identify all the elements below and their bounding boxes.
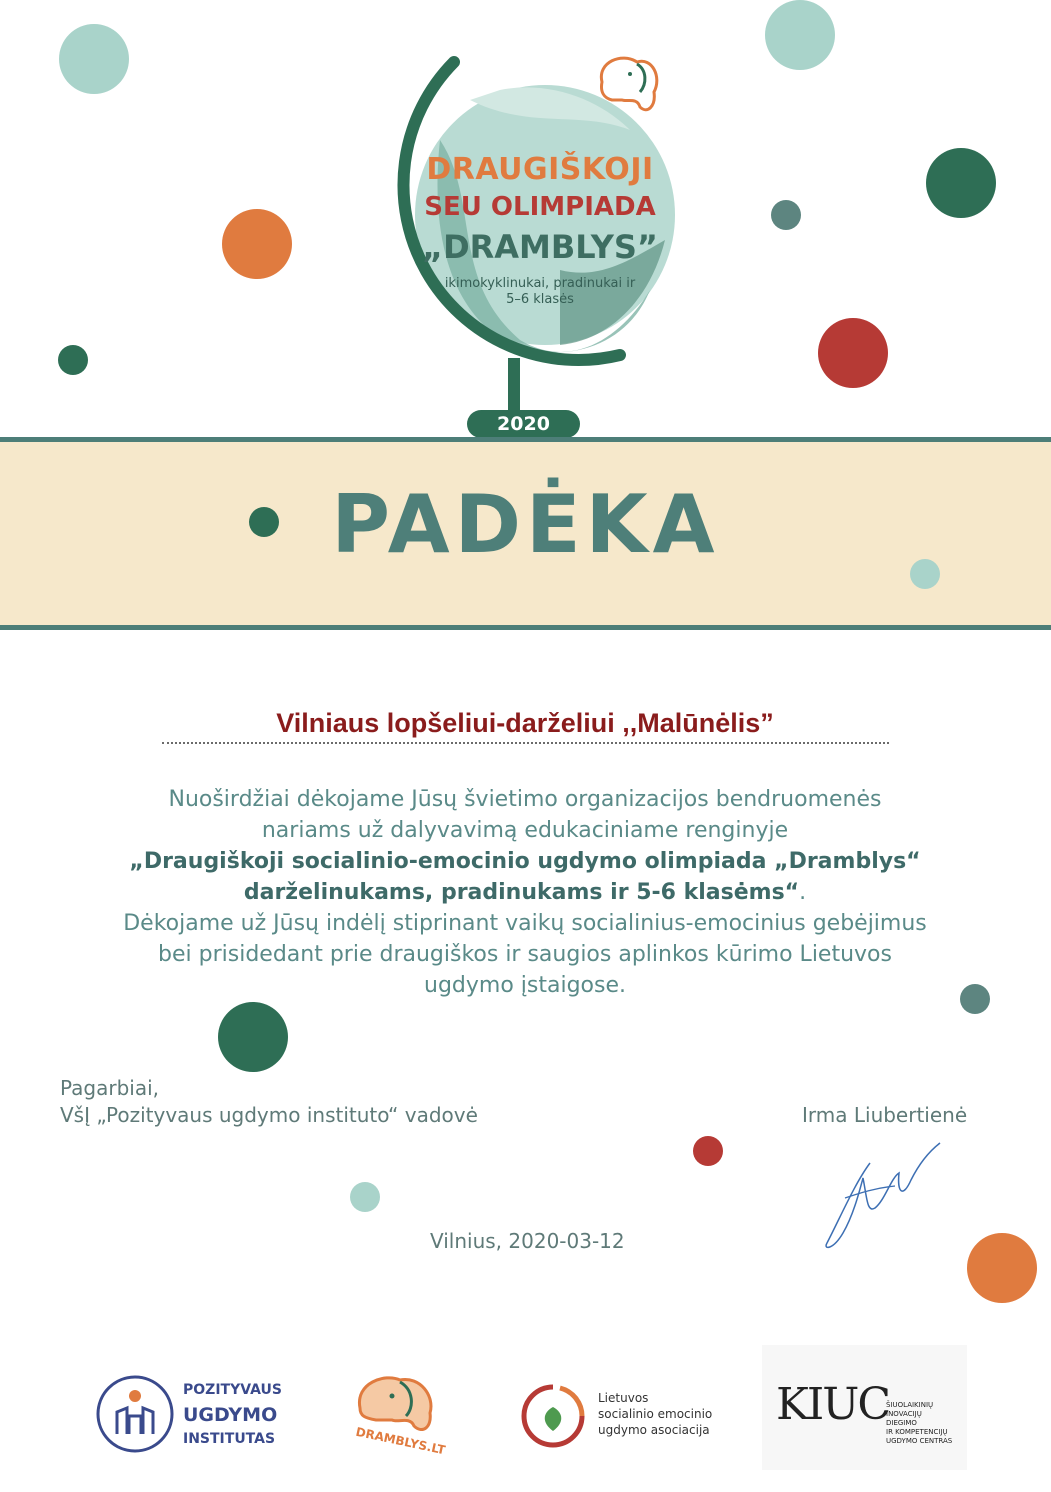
decor-dot	[960, 984, 990, 1014]
event-title-line3: „DRAMBLYS”	[422, 228, 658, 266]
signer-name: Irma Liubertienė	[802, 1103, 968, 1127]
logo-letters: KIUC	[776, 1379, 889, 1430]
elephant-icon	[601, 58, 656, 110]
decor-dot	[693, 1136, 723, 1166]
logo-text: IR KOMPETENCIJŲ	[886, 1428, 948, 1436]
logo-text: UGDYMO CENTRAS	[886, 1437, 953, 1445]
decor-dot	[771, 200, 801, 230]
logo-text: DRAMBLYS.LT	[354, 1424, 447, 1458]
decor-dot	[59, 24, 129, 94]
logo-text: ŠIUOLAIKINIŲ	[886, 1401, 934, 1409]
signer-role: VšĮ „Pozityvaus ugdymo instituto“ vadovė	[60, 1103, 478, 1127]
logo-dramblys	[345, 1368, 445, 1463]
body-line: Dėkojame už Jūsų indėlį stiprinant vaikų socialinius-emocinius gebėjimus	[123, 911, 927, 936]
body-punctuation: .	[799, 880, 807, 905]
body-text	[60, 784, 990, 1001]
body-line: ugdymo įstaigose.	[424, 973, 626, 998]
decor-dot	[765, 0, 835, 70]
place-date: Vilnius, 2020-03-12	[430, 1229, 625, 1253]
institute-emblem-icon	[95, 1374, 175, 1454]
logo-text: INOVACIJŲ	[886, 1410, 922, 1418]
logo-text: UGDYMO	[183, 1404, 278, 1426]
logo-text: POZITYVAUS	[183, 1382, 282, 1398]
logo-pozityvaus-ugdymo-institutas	[95, 1372, 282, 1452]
signature-image	[815, 1138, 945, 1253]
decor-dot	[350, 1182, 380, 1212]
logo-text: Lietuvos	[598, 1391, 649, 1405]
logo-seu-asociacija	[520, 1383, 713, 1448]
logo-text: ugdymo asociacija	[598, 1423, 710, 1437]
event-name-line: „Draugiškoji socialinio-emocinio ugdymo olimpiada „Dramblys“	[129, 849, 921, 874]
seu-emblem-icon	[520, 1383, 586, 1449]
event-title-line2: SEU OLIMPIADA	[424, 192, 656, 222]
decor-dot	[222, 209, 292, 279]
body-line: bei prisidedant prie draugiškos ir saugios aplinkos kūrimo Lietuvos	[158, 942, 892, 967]
decor-dot	[218, 1002, 288, 1072]
body-line: Nuoširdžiai dėkojame Jūsų švietimo organizacijos bendruomenės	[168, 787, 882, 812]
logo-text: socialinio emocinio	[598, 1407, 713, 1421]
logo-text: DIEGIMO	[886, 1419, 917, 1427]
page-title: PADĖKA	[331, 478, 720, 571]
decor-dot	[818, 318, 888, 388]
logo-kiuc	[762, 1345, 967, 1470]
closing: Pagarbiai,	[60, 1076, 160, 1100]
year-badge: 2020	[467, 410, 580, 438]
event-title-line1: DRAUGIŠKOJI	[426, 152, 654, 187]
decor-dot	[926, 148, 996, 218]
body-line: nariams už dalyvavimą edukaciniame renginyje	[261, 818, 789, 843]
decor-dot	[58, 345, 88, 375]
event-name-line: darželinukams, pradinukams ir 5-6 klasėms“	[243, 880, 800, 905]
recipient-name: Vilniaus lopšeliui-darželiui ,,Malūnėlis”	[276, 708, 774, 738]
logo-text: INSTITUTAS	[183, 1431, 276, 1447]
event-subtitle: ikimokyklinukai, pradinukai ir 5–6 klasės	[444, 276, 636, 307]
recipient-underline	[162, 742, 889, 744]
decor-dot	[967, 1233, 1037, 1303]
